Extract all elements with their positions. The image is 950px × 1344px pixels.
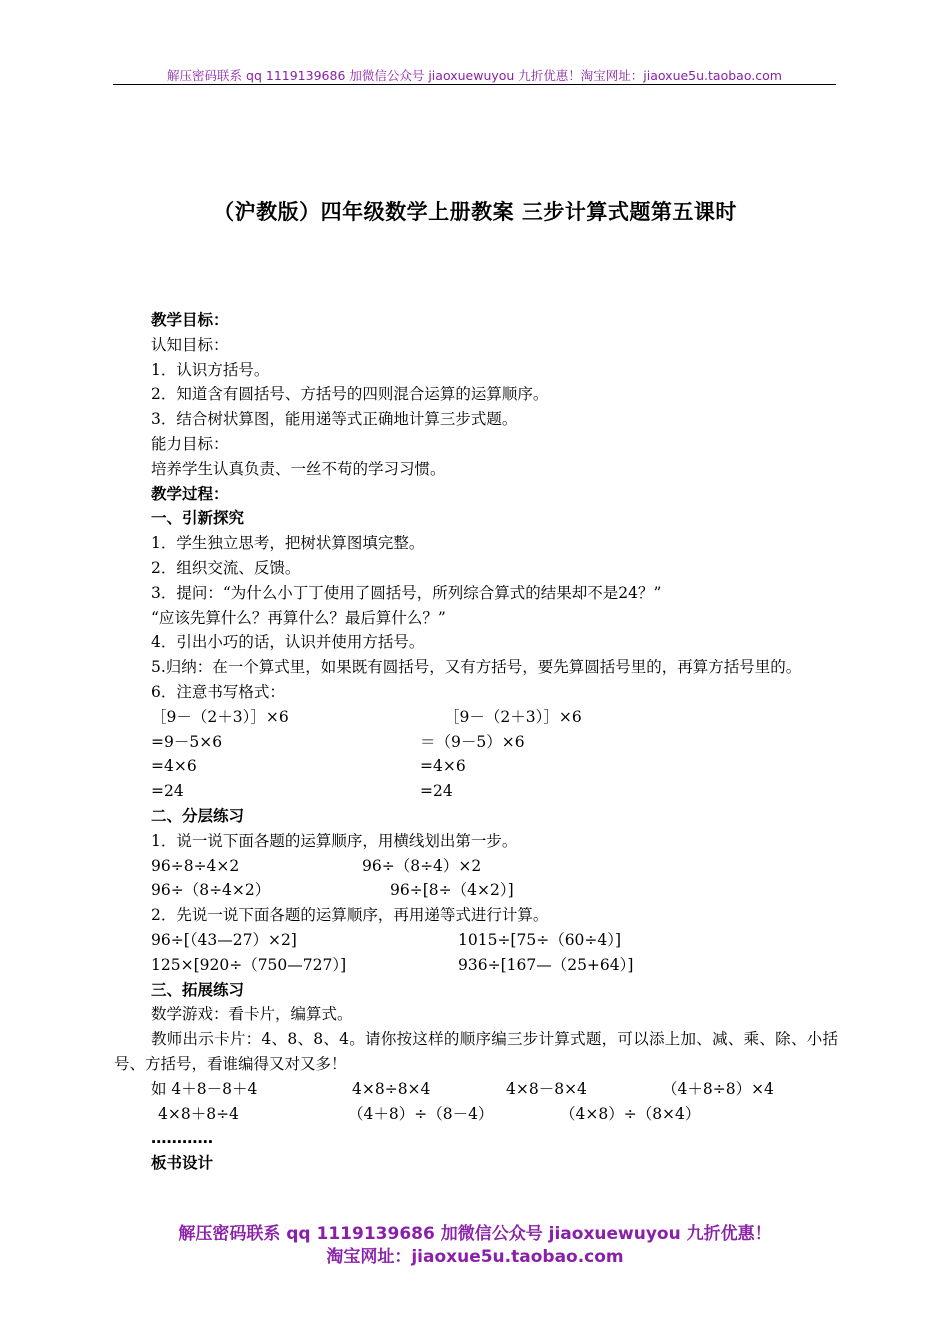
cognitive-item: 2．知道含有圆括号、方括号的四则混合运算的运算顺序。: [151, 385, 549, 404]
list-item: 2．组织交流、反馈。: [151, 558, 301, 577]
exercise-row: [114, 928, 838, 953]
calc-row: [114, 705, 838, 730]
header-watermark: 解压密码联系 qq 1119139686 加微信公众号 jiaoxuewuyou 九折优惠！淘宝网址：jiaoxue5u.taobao.com: [167, 68, 782, 83]
exercise: 96÷[8÷（4×2）]: [390, 881, 514, 900]
calc-right: =4×6: [420, 757, 466, 776]
calc-left: =9－5×6: [151, 732, 223, 751]
footer-line-1: 解压密码联系 qq 1119139686 加微信公众号 jiaoxuewuyou 九折优惠！: [178, 1224, 772, 1244]
board-design-heading: 板书设计: [151, 1154, 214, 1173]
example: 4×8－8×4: [506, 1079, 587, 1098]
cognitive-label: 认知目标：: [151, 335, 229, 354]
goals-heading: 教学目标：: [151, 311, 229, 329]
example-row: [114, 1077, 838, 1102]
section-1-heading: 一、引新探究: [151, 509, 245, 528]
exercise: 125×[920÷（750—727）]: [151, 955, 347, 974]
list-item: 1．学生独立思考，把树状算图填完整。: [151, 534, 425, 553]
list-item: 6．注意书写格式：: [151, 682, 285, 701]
example-row: [114, 1102, 838, 1127]
summary-paragraph: 5.归纳：在一个算式里，如果既有圆括号，又有方括号，要先算圆括号里的，再算方括号里的。: [151, 658, 802, 677]
calc-row: [114, 754, 838, 779]
footer-line-2: 淘宝网址：jiaoxue5u.taobao.com: [326, 1247, 624, 1267]
exercise: 96÷（8÷4×2）: [151, 881, 271, 900]
example: （4＋8÷8）×4: [662, 1079, 774, 1098]
ability-label: 能力目标：: [151, 434, 229, 453]
ellipsis: …………: [151, 1129, 213, 1148]
process-heading: 教学过程：: [151, 484, 229, 503]
cards-paragraph: 教师出示卡片：4、8、8、4。请你按这样的顺序编三步计算式题，可以添上加、减、乘、除、小括号、方括号，看谁编得又对又多！: [114, 1030, 838, 1073]
exercise: 1015÷[75÷（60÷4）]: [458, 930, 622, 949]
section-3-heading: 三、拓展练习: [151, 980, 245, 999]
example: （4＋8）÷（8－4）: [348, 1104, 494, 1123]
calc-row: [114, 779, 838, 804]
page-title: （沪教版）四年级数学上册教案 三步计算式题第五课时: [213, 200, 737, 224]
list-item: 2．先说一说下面各题的运算顺序，再用递等式进行计算。: [151, 906, 549, 925]
cognitive-item: 1．认识方括号。: [151, 360, 270, 379]
section-2-heading: 二、分层练习: [151, 806, 245, 825]
exercise: 96÷（8÷4）×2: [362, 856, 482, 875]
calc-left: =24: [151, 782, 184, 801]
list-item: 4．引出小巧的话，认识并使用方括号。: [151, 633, 425, 652]
list-item: 3．提问：“为什么小丁丁使用了圆括号，所列综合算式的结果却不是24？”: [151, 583, 662, 602]
ability-text: 培养学生认真负责、一丝不苟的学习习惯。: [151, 459, 446, 478]
example: 如 4＋8－8＋4: [151, 1079, 258, 1098]
document-body: [114, 308, 838, 1176]
game-text: 数学游戏：看卡片，编算式。: [151, 1005, 353, 1024]
list-item: “应该先算什么？再算什么？最后算什么？”: [151, 608, 446, 627]
exercise-row: [114, 854, 838, 879]
cognitive-item: 3．结合树状算图，能用递等式正确地计算三步式题。: [151, 410, 518, 429]
example: 4×8＋8÷4: [158, 1104, 239, 1123]
example: 4×8÷8×4: [352, 1079, 431, 1098]
exercise: 96÷[（43—27）×2]: [151, 930, 297, 949]
exercise: 936÷[167—（25+64）]: [458, 955, 634, 974]
exercise-row: [114, 878, 838, 903]
calc-left: ［9－（2＋3）］×6: [151, 707, 289, 726]
calc-left: =4×6: [151, 757, 197, 776]
example: （4×8）÷（8×4）: [560, 1104, 701, 1123]
list-item: 1．说一说下面各题的运算顺序，用横线划出第一步。: [151, 831, 518, 850]
exercise-row: [114, 953, 838, 978]
header-rule: [113, 84, 836, 85]
calc-row: [114, 730, 838, 755]
calc-right: =24: [420, 782, 453, 801]
calc-right: ［9－（2＋3）］×6: [444, 707, 582, 726]
calc-right: ＝（9－5）×6: [420, 732, 525, 751]
exercise: 96÷8÷4×2: [151, 856, 240, 875]
